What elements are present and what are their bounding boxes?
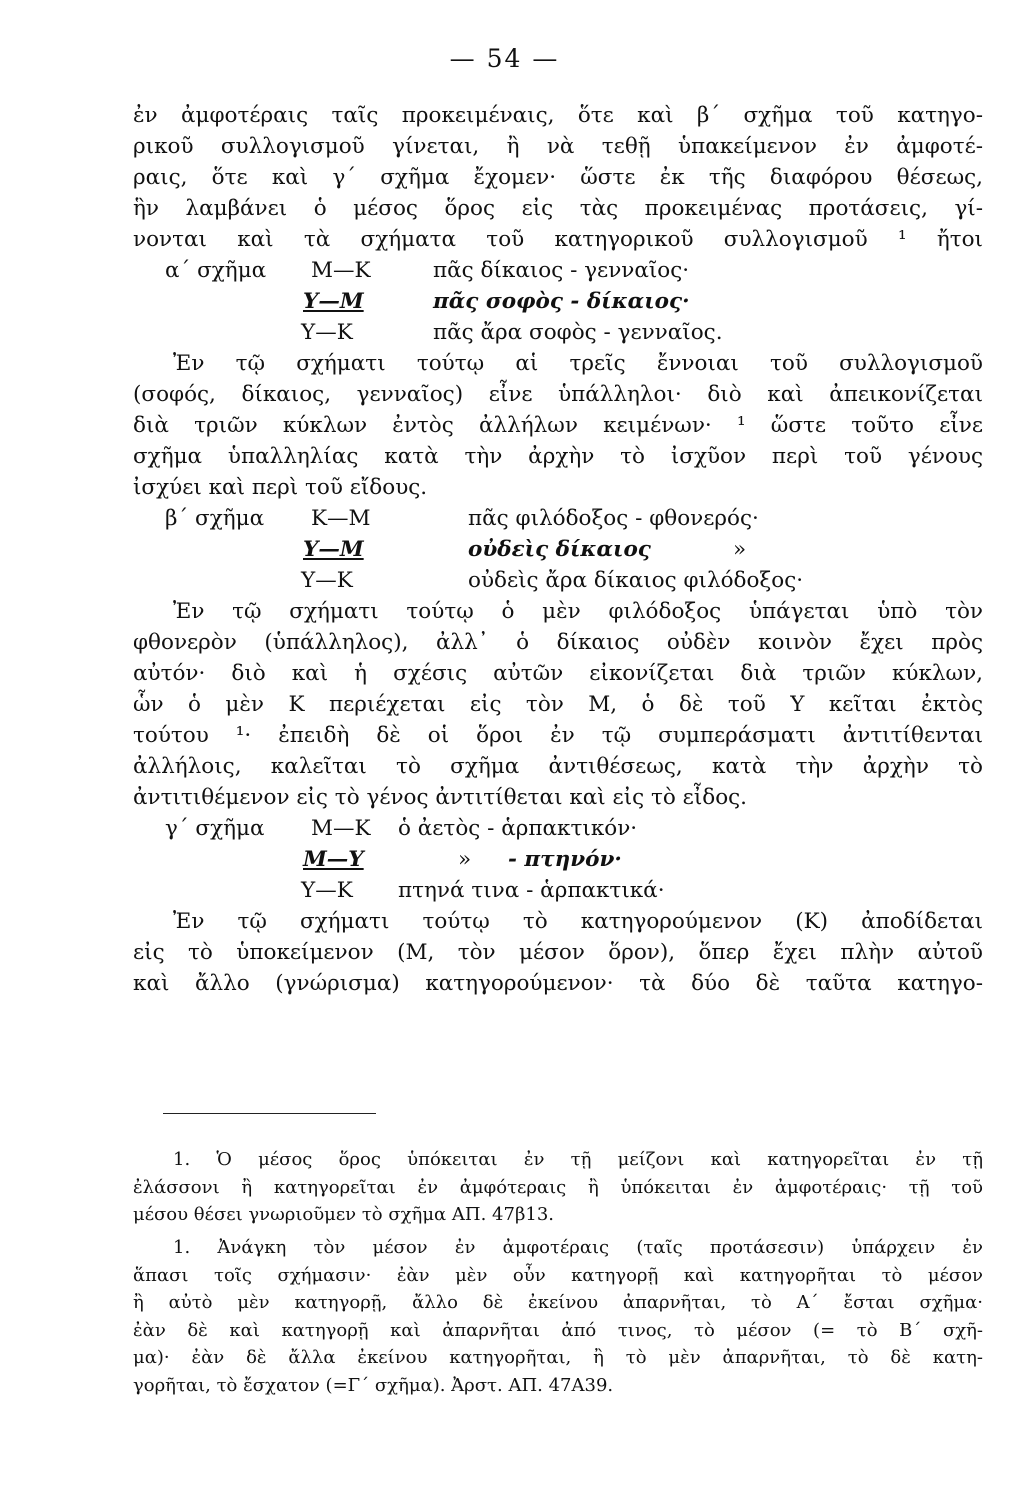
figure-label: α΄ σχῆμα xyxy=(165,258,267,283)
paragraph xyxy=(133,596,983,813)
conclusion-text: πτηνά τινα - ἁρπακτικά· xyxy=(398,878,665,903)
conclusion-terms: Υ—Κ xyxy=(301,878,353,903)
syllogism-figure-a xyxy=(133,255,983,348)
footnote-line: ἢ αὐτὸ μὲν κατηγορῇ, ἄλλο δὲ ἐκείνου ἀπαρνῆται, τὸ Α΄ ἔσται σχῆμα· xyxy=(133,1292,983,1313)
text-line: Ἐν τῷ σχήματι τούτῳ ὁ μὲν φιλόδοξος ὑπάγεται ὑπὸ τὸν xyxy=(173,599,983,624)
text-line: αὐτόν· διὸ καὶ ἡ σχέσις αὐτῶν εἰκονίζεται διὰ τριῶν κύκλων, xyxy=(133,661,983,686)
footnote-line: ἐλάσσονι ἢ κατηγορεῖται ἐν ἀμφότεραις ἢ ὑπόκειται ἐν ἀμφοτέραις· τῇ τοῦ xyxy=(133,1176,983,1198)
footnote-line: 1. Ὁ μέσος ὅρος ὑπόκειται ἐν τῇ μείζονι καὶ κατηγορεῖται ἐν τῇ xyxy=(173,1149,983,1170)
conclusion-terms: Υ—Κ xyxy=(301,568,353,593)
text-line: εἰς τὸ ὑποκείμενον (Μ, τὸν μέσον ὅρον), ὅπερ ἔχει πλὴν αὐτοῦ xyxy=(133,940,983,965)
text-line: ὧν ὁ μὲν Κ περιέχεται εἰς τὸν Μ, ὁ δὲ τοῦ Υ κεῖται ἐκτὸς xyxy=(133,692,983,717)
premise-text: πᾶς φιλόδοξος - φθονερός· xyxy=(468,506,759,531)
text-line: ἀντιτιθέμενον εἰς τὸ γένος ἀντιτίθεται καὶ εἰς τὸ εἶδος. xyxy=(133,785,748,810)
syllogism-figure-c xyxy=(133,813,983,906)
text-line: νονται καὶ τὰ σχήματα τοῦ κατηγορικοῦ συλλογισμοῦ ¹ ἤτοι xyxy=(133,227,983,252)
premise-text: οὐδεὶς δίκαιος xyxy=(468,537,651,562)
text-line: σχῆμα ὑπαλληλίας κατὰ τὴν ἀρχὴν τὸ ἰσχῦον περὶ τοῦ γένους xyxy=(133,444,983,469)
text-line: ἀλλήλοις, καλεῖται τὸ σχῆμα ἀντιθέσεως, κατὰ τὴν ἀρχὴν τὸ xyxy=(133,754,983,779)
premise-text: πᾶς σοφὸς - δίκαιος· xyxy=(433,289,690,314)
premise-terms: Μ—Κ xyxy=(311,816,371,841)
footnote-line: γορῆται, τὸ ἔσχατον (=Γ΄ σχῆμα). Ἀρστ. ΑΠ. 47Α39. xyxy=(133,1374,614,1396)
paragraph xyxy=(133,348,983,503)
premise-terms: Υ—Μ xyxy=(303,289,364,314)
text-line: ἣν λαμβάνει ὁ μέσος ὅρος εἰς τὰς προκειμένας προτάσεις, γί- xyxy=(133,196,983,221)
footnote-divider xyxy=(163,1113,376,1114)
page-number: — 54 — xyxy=(449,44,560,73)
conclusion-text: οὐδεὶς ἄρα δίκαιος φιλόδοξος· xyxy=(468,568,804,593)
text-line: Ἐν τῷ σχήματι τούτῳ τὸ κατηγορούμενον (Κ) ἀποδίδεται xyxy=(173,909,983,934)
text-line: καὶ ἄλλο (γνώρισμα) κατηγορούμενον· τὰ δύο δὲ ταῦτα κατηγο- xyxy=(133,971,983,996)
minor-premise xyxy=(133,534,983,565)
text-line: ἰσχύει καὶ περὶ τοῦ εἴδους. xyxy=(133,475,428,500)
premise-terms: Υ—Μ xyxy=(303,537,364,562)
conclusion-terms: Υ—Κ xyxy=(301,320,353,345)
paragraph xyxy=(133,906,983,999)
text-line: διὰ τριῶν κύκλων ἐντὸς ἀλλήλων κειμένων· ¹ ὥστε τοῦτο εἶνε xyxy=(133,413,983,438)
footnote-line: μέσου θέσει γνωριοῦμεν τὸ σχῆμα ΑΠ. 47β13. xyxy=(133,1204,554,1225)
text-line: ραις, ὅτε καὶ γ΄ σχῆμα ἔχομεν· ὥστε ἐκ τῆς διαφόρου θέσεως, xyxy=(133,165,983,190)
paragraph xyxy=(133,100,983,255)
minor-premise xyxy=(133,844,983,875)
text-line: τούτου ¹· ἐπειδὴ δὲ οἱ ὅροι ἐν τῷ συμπεράσματι ἀντιτίθενται xyxy=(133,723,983,748)
text-line: (σοφός, δίκαιος, γενναῖος) εἶνε ὑπάλληλοι· διὸ καὶ ἀπεικονίζεται xyxy=(133,382,983,407)
premise-terms: Μ—Υ xyxy=(303,847,364,872)
footnote-2 xyxy=(133,1234,983,1399)
footnote-1 xyxy=(133,1146,983,1229)
major-premise xyxy=(133,813,983,844)
figure-label: β΄ σχῆμα xyxy=(165,506,265,531)
text-line: φθονερὸν (ὑπάλληλος), ἀλλ᾽ ὁ δίκαιος οὐδὲν κοινὸν ἔχει πρὸς xyxy=(133,630,983,655)
conclusion-text: πᾶς ἄρα σοφὸς - γενναῖος. xyxy=(433,320,723,345)
major-premise xyxy=(133,503,983,534)
footnote-line: μα)· ἐὰν δὲ ἄλλα ἐκείνου κατηγορῆται, ἢ τὸ μὲν ἀπαρνῆται, τὸ δὲ κατη- xyxy=(133,1347,983,1368)
premise-terms: Κ—Μ xyxy=(311,506,371,531)
minor-premise xyxy=(133,286,983,317)
premise-text: - πτηνόν· xyxy=(508,847,622,872)
major-premise xyxy=(133,255,983,286)
text-line: ἐν ἀμφοτέραις ταῖς προκειμέναις, ὅτε καὶ β΄ σχῆμα τοῦ κατηγο- xyxy=(133,103,983,128)
conclusion xyxy=(133,565,983,596)
footnote-line: 1. Ἀνάγκη τὸν μέσον ἐν ἀμφοτέραις (ταῖς προτάσεσιν) ὑπάρχειν ἐν xyxy=(173,1237,983,1258)
figure-label: γ΄ σχῆμα xyxy=(165,816,265,841)
ditto-mark: » xyxy=(733,537,747,562)
conclusion xyxy=(133,317,983,348)
syllogism-figure-b xyxy=(133,503,983,596)
premise-text: πᾶς δίκαιος - γενναῖος· xyxy=(433,258,690,283)
premise-terms: Μ—Κ xyxy=(311,258,371,283)
text-line: Ἐν τῷ σχήματι τούτῳ αἱ τρεῖς ἔννοιαι τοῦ συλλογισμοῦ xyxy=(173,351,983,376)
text-line: ρικοῦ συλλογισμοῦ γίνεται, ἢ νὰ τεθῇ ὑπακείμενον ἐν ἀμφοτέ- xyxy=(133,134,983,159)
ditto-mark: » xyxy=(458,847,472,872)
main-text xyxy=(133,100,983,999)
footnote-line: ἅπασι τοῖς σχήμασιν· ἐὰν μὲν οὖν κατηγορῇ καὶ κατηγορῆται τὸ μέσον xyxy=(133,1264,983,1286)
footnote-line: ἐὰν δὲ καὶ κατηγορῇ καὶ ἀπαρνῆται ἀπό τινος, τὸ μέσον (= τὸ Β΄ σχῆ- xyxy=(133,1319,983,1341)
premise-text: ὁ ἀετὸς - ἁρπακτικόν· xyxy=(398,816,638,841)
conclusion xyxy=(133,875,983,906)
